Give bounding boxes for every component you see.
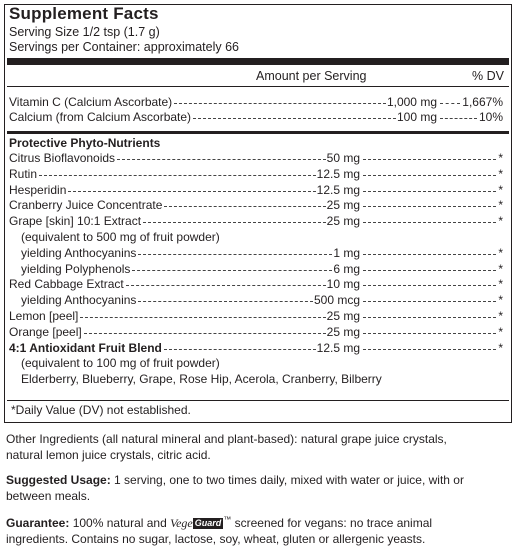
item-amount: 25 mg [326,214,360,229]
item-name: Lemon [peel] [9,309,79,323]
phyto-row [9,183,503,198]
phyto-row [9,293,503,308]
leader-dashes [68,191,316,192]
servings-per-container: Servings per Container: approximately 66 [9,40,239,54]
item-name: (equivalent to 500 mg of fruit powder) [21,230,220,244]
item-amount: 500 mcg [313,293,360,308]
footnote: *Daily Value (DV) not established. [11,403,191,417]
leader-dashes [143,222,326,223]
item-name: yielding Anthocyanins [21,245,137,260]
item-name: Calcium (from Calcium Ascorbate) [9,110,192,124]
leader-dashes [363,222,496,223]
phyto-row [9,198,503,213]
item-amount: 25 mg [326,198,360,213]
leader-dashes [164,206,326,207]
other-ingredients [6,431,496,463]
item-name: Hesperidin [9,182,67,197]
phyto-row [9,246,503,261]
guarantee-label: Guarantee: [6,516,70,530]
leader-dashes [363,270,496,271]
phyto-row [9,277,503,292]
phyto-row [9,372,503,387]
phyto-row [9,309,503,324]
item-name: yielding Anthocyanins [21,293,137,308]
item-amount: 12.5 mg [316,340,360,355]
other-ingredients-line-2: natural lemon juice crystals, citric acid. [6,448,211,462]
item-dv: * [498,309,503,323]
suggested-usage-label: Suggested Usage: [6,473,111,487]
item-name: Grape [skin] 10:1 Extract [9,214,142,229]
amount-heading: Amount per Serving [256,69,367,83]
leader-dashes [164,349,316,350]
dv-heading: % DV [472,69,504,83]
leader-dashes [363,317,496,318]
item-name: Vitamin C (Calcium Ascorbate) [9,95,173,109]
suggested-usage [6,472,496,504]
leader-dashes [363,191,496,192]
leader-dashes [363,333,496,334]
phyto-row [9,214,503,229]
item-amount: 1 mg [333,245,360,260]
leader-dashes [84,333,326,334]
leader-dashes [363,285,496,286]
leader-dashes [132,270,332,271]
item-name: Cranberry Juice Concentrate [9,198,163,213]
suggested-usage-line-2: between meals. [6,489,91,503]
item-dv: * [498,293,503,308]
item-name: 4:1 Antioxidant Fruit Blend [9,340,162,355]
serving-size: Serving Size 1/2 tsp (1.7 g) [9,25,160,39]
phyto-row [9,325,503,340]
guarantee-pre: 100% natural and [69,516,171,530]
item-dv: * [498,182,503,197]
phyto-row [9,341,503,356]
trademark-symbol: ™ [223,515,232,524]
item-name: Citrus Bioflavonoids [9,151,116,165]
item-name: Rutin [9,166,38,181]
leader-dashes [126,285,326,286]
item-amount: 1,000 mg [386,95,437,109]
item-amount: 10 mg [326,277,360,292]
item-dv: * [498,245,503,260]
nutrient-row [9,95,503,110]
item-dv: * [498,151,503,165]
vegeguard-logo-guard: Guard [194,518,222,528]
leader-dashes [138,301,313,302]
leader-dashes [174,103,386,104]
leader-dashes [138,254,332,255]
item-name: Orange [peel] [9,324,82,339]
item-amount: 6 mg [333,261,360,276]
item-dv: 10% [478,110,503,124]
leader-dashes [39,175,316,176]
item-dv: * [498,340,503,355]
leader-dashes [363,349,496,350]
leader-dashes [363,159,496,160]
guarantee [6,512,496,547]
item-dv: * [498,166,503,181]
phyto-row [9,230,503,245]
item-dv: * [498,261,503,276]
medium-rule [7,131,509,134]
item-name: yielding Polyphenols [21,261,131,276]
supplement-facts-panel [4,4,512,423]
suggested-usage-line-1: 1 serving, one to two times daily, mixed with water or juice, with or [110,473,464,487]
vegeguard-logo-vege: Vege [170,516,193,530]
item-name: Elderberry, Blueberry, Grape, Rose Hip, Acerola, Cranberry, Bilberry [21,372,382,387]
leader-dashes [193,118,396,119]
phyto-row [9,151,503,166]
thin-rule [7,86,509,87]
item-dv: 1,667% [462,95,503,109]
leader-dashes [363,206,496,207]
guarantee-line-2: ingredients. Contains no sugar, lactose, soy, wheat, gluten or allergenic yeasts. [6,532,426,546]
leader-dashes [80,317,326,318]
panel-title: Supplement Facts [9,4,159,23]
item-amount: 100 mg [396,110,437,124]
leader-dashes [440,103,460,104]
leader-dashes [117,159,326,160]
phyto-row [9,356,503,371]
item-dv: * [498,324,503,339]
item-amount: 25 mg [326,309,360,323]
leader-dashes [363,175,496,176]
item-amount: 50 mg [326,151,360,165]
leader-dashes [363,254,496,255]
footnote-rule [7,400,509,401]
item-amount: 12.5 mg [316,166,360,181]
phyto-heading: Protective Phyto-Nutrients [9,136,161,150]
item-dv: * [498,198,503,213]
item-name: (equivalent to 100 mg of fruit powder) [21,356,220,371]
leader-dashes [440,118,477,119]
item-amount: 12.5 mg [316,182,360,197]
item-dv: * [498,277,503,292]
leader-dashes [363,301,496,302]
guarantee-post: screened for vegans: no trace animal [231,516,433,530]
phyto-row [9,262,503,277]
item-name: Red Cabbage Extract [9,277,124,292]
thick-rule [7,58,509,65]
item-dv: * [498,214,503,229]
nutrient-row [9,110,503,125]
other-ingredients-line-1: Other Ingredients (all natural mineral and plant-based): natural grape juice crystals, [6,432,447,446]
phyto-row [9,167,503,182]
item-amount: 25 mg [326,324,360,339]
